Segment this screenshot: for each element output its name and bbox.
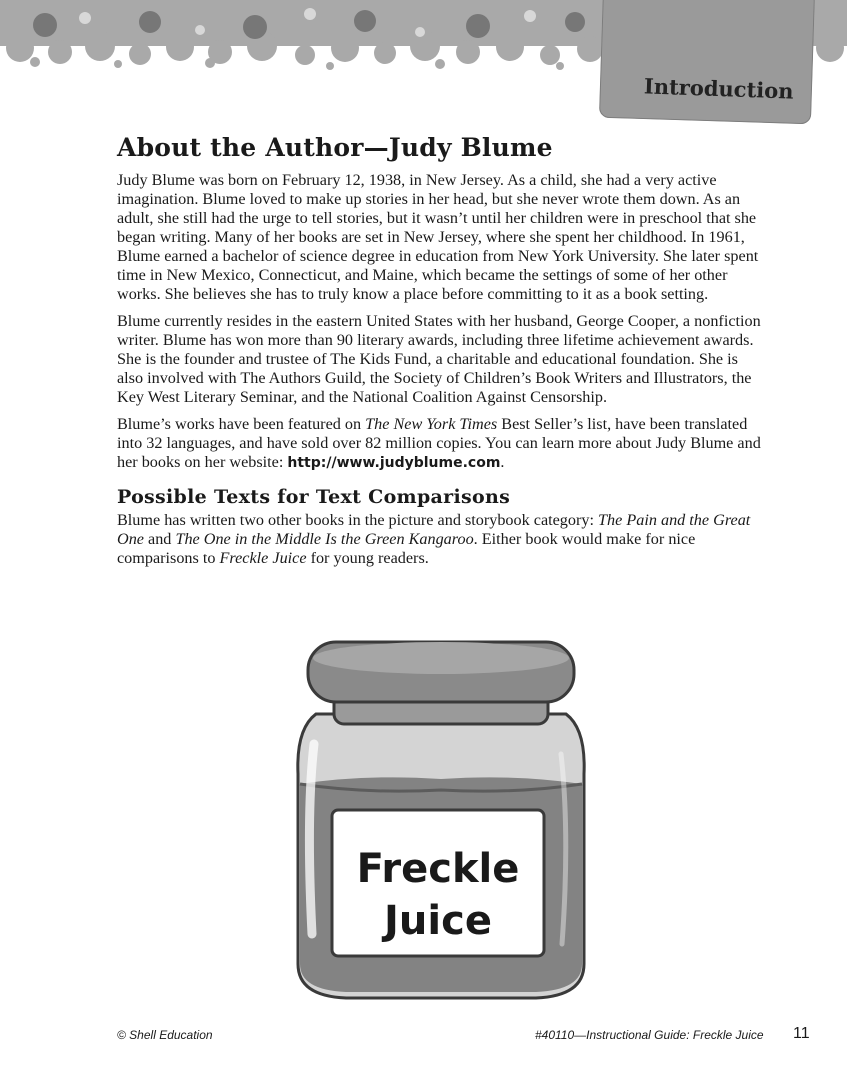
section-tab-label: Introduction <box>643 73 794 104</box>
jar-label-line-1: Freckle <box>356 846 520 892</box>
page-title: About the Author—Judy Blume <box>117 133 553 162</box>
section-heading: Possible Texts for Text Comparisons <box>117 486 511 508</box>
footer-publisher: © Shell Education <box>117 1028 213 1042</box>
paragraph-4: Blume has written two other books in the picture and storybook category: The Pain and the Great One and The One in the Middle Is the Green Kangaroo. Either book would make for nice comparisons to Freckle Juice for young readers. <box>117 511 751 567</box>
page-number: 11 <box>793 1025 810 1042</box>
jar-label-line-2: Juice <box>384 898 492 944</box>
paragraph-3: Blume’s works have been featured on The New York Times Best Seller’s list, have been translated into 32 languages, and have sold over 82 million copies. You can learn more about Judy Blume and her books on her website: http://www.judyblume.com. <box>117 415 761 471</box>
section-tab <box>599 0 815 124</box>
paragraph-2: Blume currently resides in the eastern United States with her husband, George Cooper, a nonfiction writer. Blume has won more than 90 literary awards, including three lifetime achievement awards. She is the founder and trustee of The Kids Fund, a charitable and educational foundation. She is also involved with The Authors Guild, the Society of Children’s Book Writers and Illustrators, the Key West Literary Seminar, and the National Coalition Against Censorship. <box>117 312 761 406</box>
paragraph-1: Judy Blume was born on February 12, 1938, in New Jersey. As a child, she had a very active imagination. Blume loved to make up stories in her head, but she never wrote them down. As an adult, she still had the urge to tell stories, but it wasn’t until her children were in preschool that she began writing. Many of her books are set in New Jersey, where she spent her childhood. In 1961, Blume earned a bachelor of science degree in education from New York University. She later spent time in New Mexico, Connecticut, and Maine, which became the settings of some of her other works. She believes she has to truly know a place before committing to it as a book setting. <box>117 171 759 303</box>
body-text <box>117 171 767 576</box>
website-link: http://www.judyblume.com <box>287 455 501 471</box>
freckle-juice-jar-illustration <box>286 634 596 1000</box>
footer-guide-title: #40110—Instructional Guide: Freckle Juice <box>535 1028 764 1042</box>
